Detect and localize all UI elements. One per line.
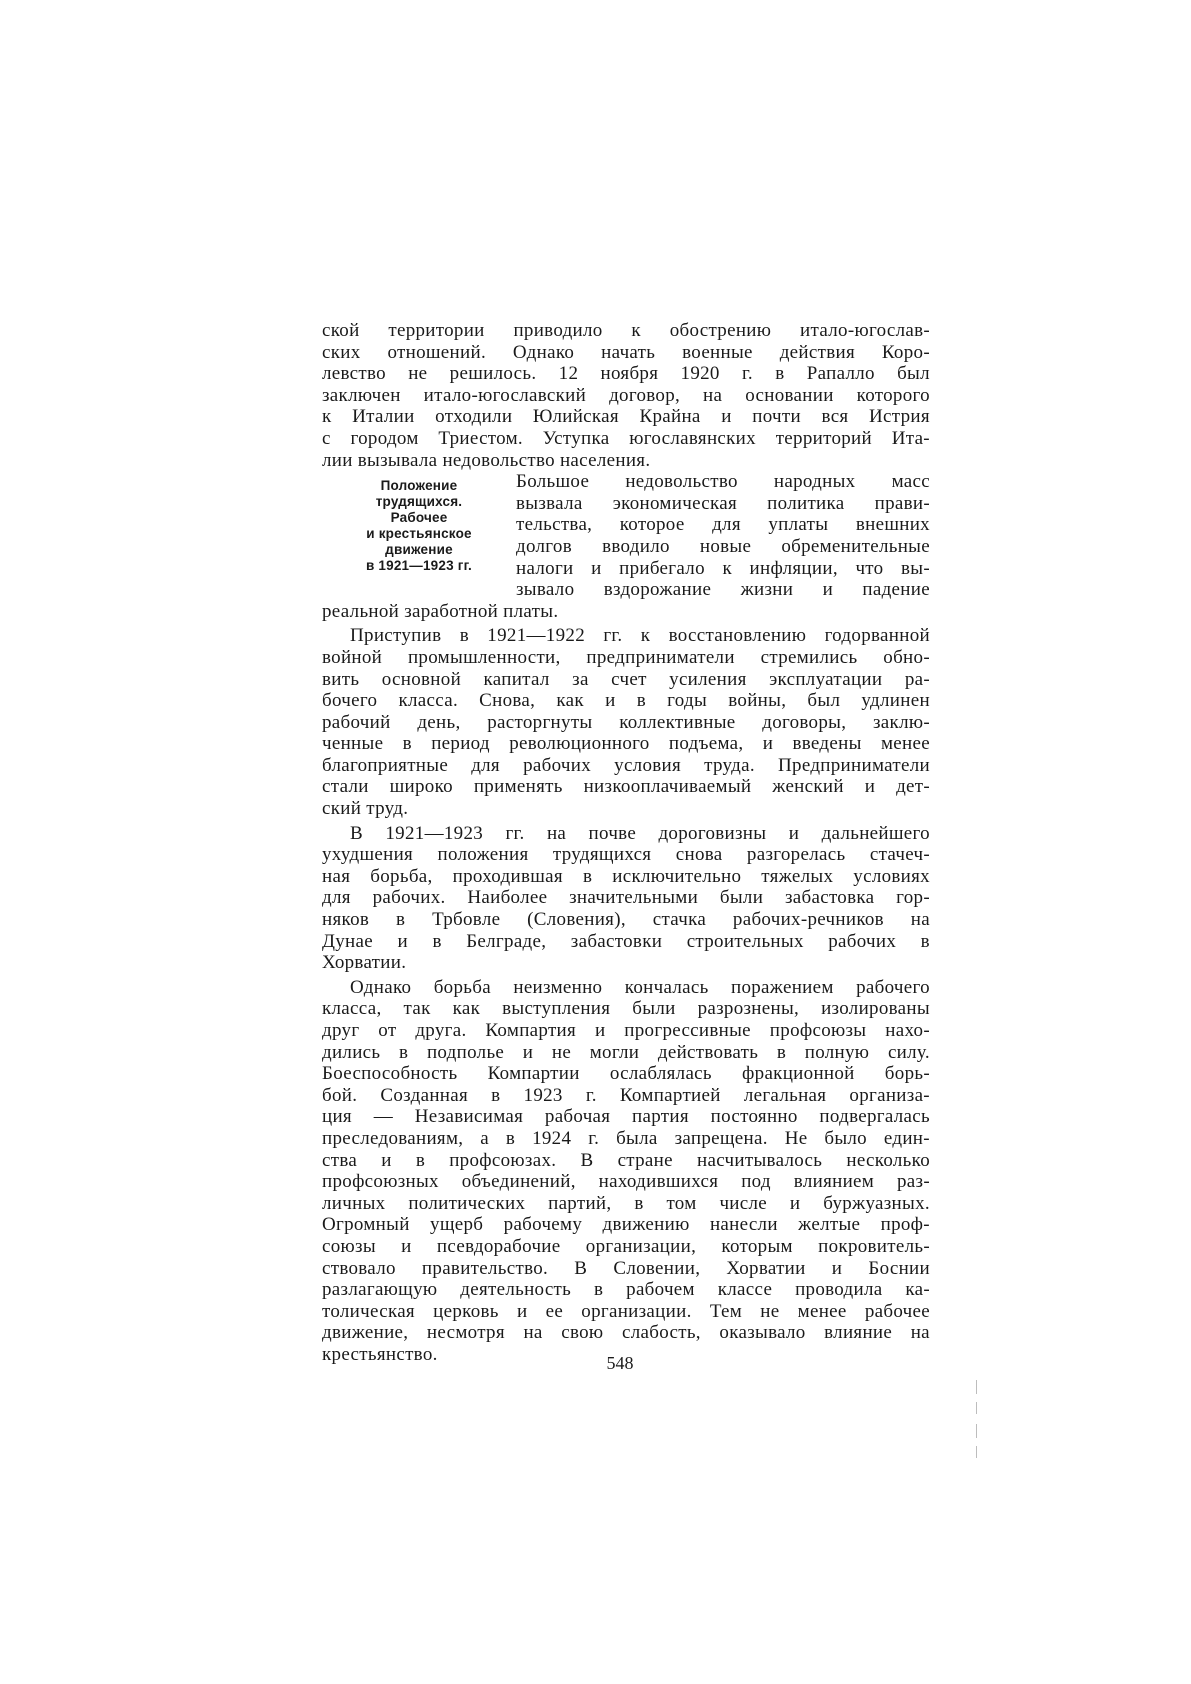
text-line: толическая церковь и ее организации. Тем не менее рабочее [322, 1300, 930, 1322]
text-line: лии вызывала недовольство населения. [322, 449, 651, 471]
text-line: для рабочих. Наиболее значительными были забастовка гор- [322, 887, 930, 909]
text-line: вызвала экономическая политика прави- [516, 492, 930, 514]
text-line: войной промышленности, предприниматели стремились обно- [322, 646, 930, 668]
text-line: ских отношений. Однако начать военные действия Коро- [322, 341, 930, 363]
sidebar-adjacent-text [516, 471, 930, 601]
scan-edge-mark [976, 1402, 977, 1414]
sidebar-heading-line: движение [385, 542, 453, 558]
text-line: вить основной капитал за счет усиления эксплуатации ра- [322, 668, 930, 690]
text-line: союзы и псевдорабочие организации, которым покровитель- [322, 1235, 930, 1257]
text-line: зывало вздорожание жизни и падение [516, 579, 930, 601]
text-line: ствовало правительство. В Словении, Хорватии и Боснии [322, 1257, 930, 1279]
text-line: ная борьба, проходившая в исключительно тяжелых условиях [322, 865, 930, 887]
text-line: Хорватии. [322, 952, 407, 974]
sidebar-heading-line: Рабочее [390, 510, 448, 526]
text-line: тельства, которое для уплаты внешних [516, 514, 930, 536]
text-line: к Италии отходили Юлийская Крайна и почти вся Истрия [322, 406, 930, 428]
sidebar-heading-line: Положение [380, 478, 458, 494]
text-line: ской территории приводило к обострению итало-югослав- [322, 320, 930, 341]
intro-paragraph [322, 320, 930, 471]
text-line: долгов вводило новые обременительные [516, 535, 930, 557]
text-line: ства и в профсоюзах. В стране насчитывалось несколько [322, 1149, 930, 1171]
text-line: разлагающую деятельность в рабочем классе проводила ка- [322, 1279, 930, 1301]
text-line: благоприятные для рабочих условия труда. Предприниматели [322, 754, 930, 776]
text-line: налоги и прибегало к инфляции, что вы- [516, 557, 930, 579]
text-line: движение, несмотря на свою слабость, оказывало влияние на [322, 1322, 930, 1344]
text-line: няков в Трбовле (Словения), стачка рабочих-речников на [322, 909, 930, 931]
text-line: левство не решилось. 12 ноября 1920 г. в Рапалло был [322, 363, 930, 385]
text-line: профсоюзных объединений, находившихся под влиянием раз- [322, 1171, 930, 1193]
text-line: реальной заработной платы. [322, 600, 559, 622]
text-line: Дунае и в Белграде, забастовки строительных рабочих в [322, 930, 930, 952]
sidebar-section [322, 471, 930, 601]
sidebar-heading-line: и крестьянское [366, 526, 472, 542]
sidebar-heading-line: в 1921—1923 гг. [365, 558, 472, 574]
paragraph-3 [322, 823, 930, 974]
paragraph-2 [322, 625, 930, 819]
text-line: Огромный ущерб рабочему движению нанесли желтые проф- [322, 1214, 930, 1236]
text-line: с городом Триестом. Уступка югославянских территорий Ита- [322, 427, 930, 449]
text-line: В 1921—1923 гг. на почве дороговизны и дальнейшего [350, 822, 930, 844]
page-number: 548 [606, 1353, 634, 1373]
text-line: бой. Созданная в 1923 г. Компартией легальная организа- [322, 1084, 930, 1106]
text-line: крестьянство. [322, 1343, 438, 1365]
page-body [322, 320, 930, 1366]
text-line: друг от друга. Компартия и прогрессивные профсоюзы нахо- [322, 1020, 930, 1041]
text-line: заключен итало-югославский договор, на основании которого [322, 384, 930, 406]
scan-edge-mark [976, 1380, 977, 1394]
text-line: класса, так как выступления были разрознены, изолированы [322, 998, 930, 1020]
text-line: Боеспособность Компартии ослаблялась фракционной борь- [322, 1063, 930, 1085]
scan-edge-mark [976, 1446, 977, 1458]
text-line: Однако борьба неизменно кончалась поражением рабочего [350, 976, 930, 998]
text-line: личных политических партий, в том числе и буржуазных. [322, 1192, 930, 1214]
text-line: преследованиям, а в 1924 г. была запрещена. Не было един- [322, 1127, 930, 1149]
paragraph-4 [322, 977, 930, 1366]
sidebar-heading [322, 471, 516, 601]
text-line: бочего класса. Снова, как и в годы войны, был удлинен [322, 690, 930, 712]
text-line: ский труд. [322, 798, 409, 820]
text-line: ухудшения положения трудящихся снова разгорелась стачеч- [322, 844, 930, 866]
text-line: Приступив в 1921—1922 гг. к восстановлению годорванной [350, 625, 930, 647]
text-line: ция — Независимая рабочая партия постоянно подвергалась [322, 1106, 930, 1128]
text-line: ченные в период революционного подъема, и введены менее [322, 733, 930, 755]
text-line: рабочий день, расторгнуты коллективные договоры, заклю- [322, 711, 930, 733]
text-line: стали широко применять низкооплачиваемый женский и дет- [322, 776, 930, 798]
text-line: дились в подполье и не могли действовать в полную силу. [322, 1041, 930, 1063]
sidebar-heading-line: трудящихся. [375, 494, 463, 510]
text-line: Большое недовольство народных масс [516, 471, 930, 493]
scan-edge-mark [976, 1424, 977, 1438]
